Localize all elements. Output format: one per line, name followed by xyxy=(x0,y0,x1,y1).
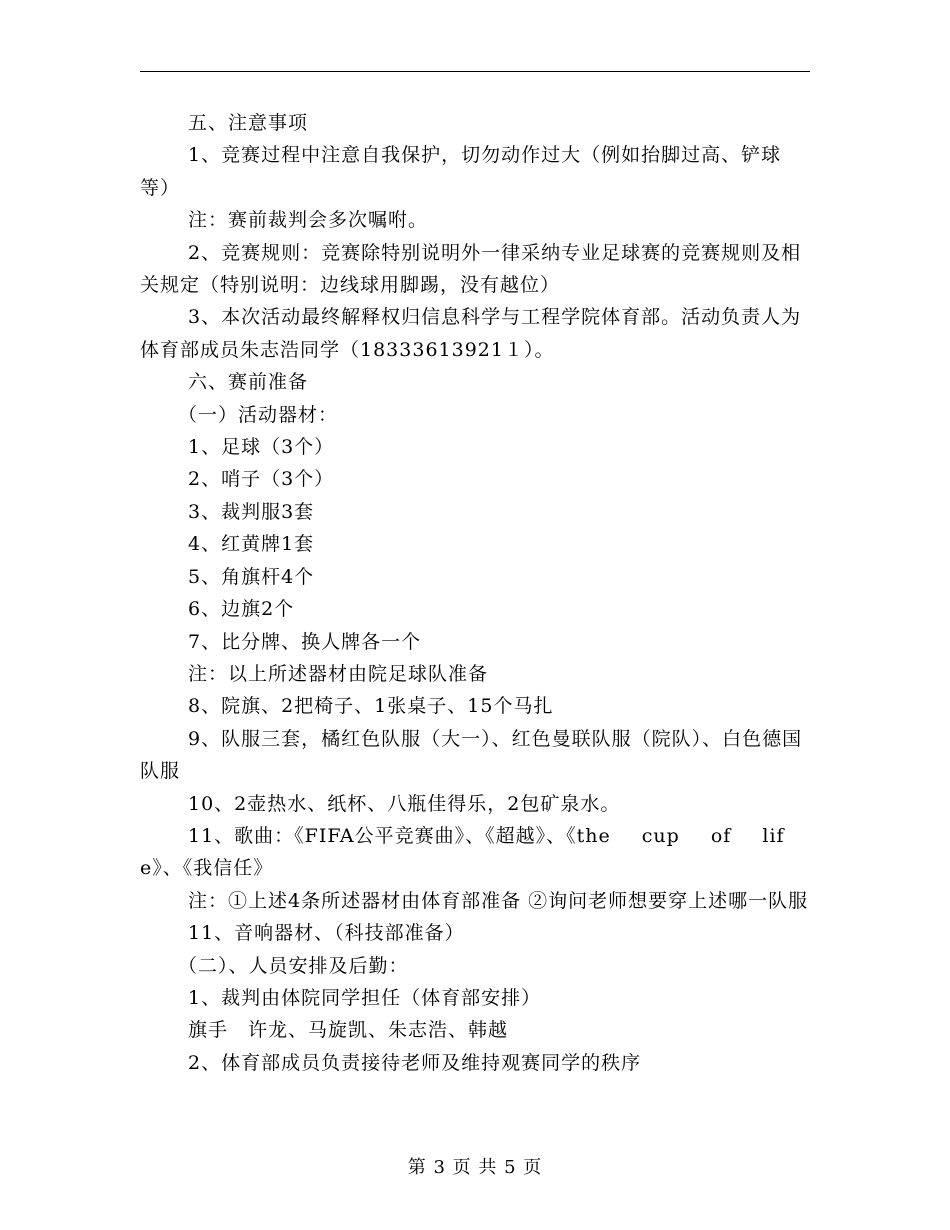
document-body xyxy=(140,107,810,1079)
list-item: 4、红黄牌1套 xyxy=(188,533,315,556)
list-item: 10、2壶热水、纸杯、八瓶佳得乐，2包矿泉水。 xyxy=(188,792,621,815)
paragraph: 注：赛前裁判会多次嘱咐。 xyxy=(188,209,429,232)
list-item: 1、足球（3个） xyxy=(188,436,335,459)
header-rule xyxy=(140,71,810,72)
list-item: 7、比分牌、换人牌各一个 xyxy=(188,630,422,653)
list-item: 3、裁判服3套 xyxy=(188,500,315,523)
subsection-heading-equipment: （一）活动器材： xyxy=(178,403,339,426)
page-footer: 第 3 页 共 5 页 xyxy=(407,1157,543,1178)
section-heading-notes: 五、注意事项 xyxy=(188,112,309,134)
list-item: 11、音响器材、（科技部准备） xyxy=(188,922,465,945)
list-item: 1、裁判由体院同学担任（体育部安排） xyxy=(188,986,542,1009)
list-item: 11、歌曲：《FIFA公平竞赛曲》、《超越》、《the cup of life》、《我信任》 xyxy=(140,824,785,880)
list-item: 2、体育部成员负责接待老师及维持观赛同学的秩序 xyxy=(188,1051,642,1074)
list-item: 2、哨子（3个） xyxy=(188,468,335,491)
list-item: 6、边旗2个 xyxy=(188,598,295,621)
paragraph: 1、竞赛过程中注意自我保护，切勿动作过大（例如抬脚过高、铲球等） xyxy=(140,144,782,199)
section-heading-preparation: 六、赛前准备 xyxy=(188,371,309,394)
note: 注：以上所述器材由院足球队准备 xyxy=(188,662,489,685)
list-item: 8、院旗、2把椅子、1张桌子、15个马扎 xyxy=(188,695,554,718)
list-item: 旗手 许龙、马旋凯、朱志浩、韩越 xyxy=(188,1019,509,1042)
list-item: 9、队服三套，橘红色队服（大一）、红色曼联队服（院队）、白色德国队服 xyxy=(140,727,803,783)
list-item: 5、角旗杆4个 xyxy=(188,565,315,588)
note: 注：①上述4条所述器材由体育部准备 ②询问老师想要穿上述哪一队服 xyxy=(188,889,809,912)
subsection-heading-staff: （二）、人员安排及后勤： xyxy=(178,954,409,977)
paragraph: 3、本次活动最终解释权归信息科学与工程学院体育部。活动负责人为体育部成员朱志浩同学（18333613921１）。 xyxy=(140,306,802,361)
paragraph: 2、竞赛规则：竞赛除特别说明外一律采纳专业足球赛的竞赛规则及相关规定（特别说明：边线球用脚踢，没有越位） xyxy=(140,241,802,297)
